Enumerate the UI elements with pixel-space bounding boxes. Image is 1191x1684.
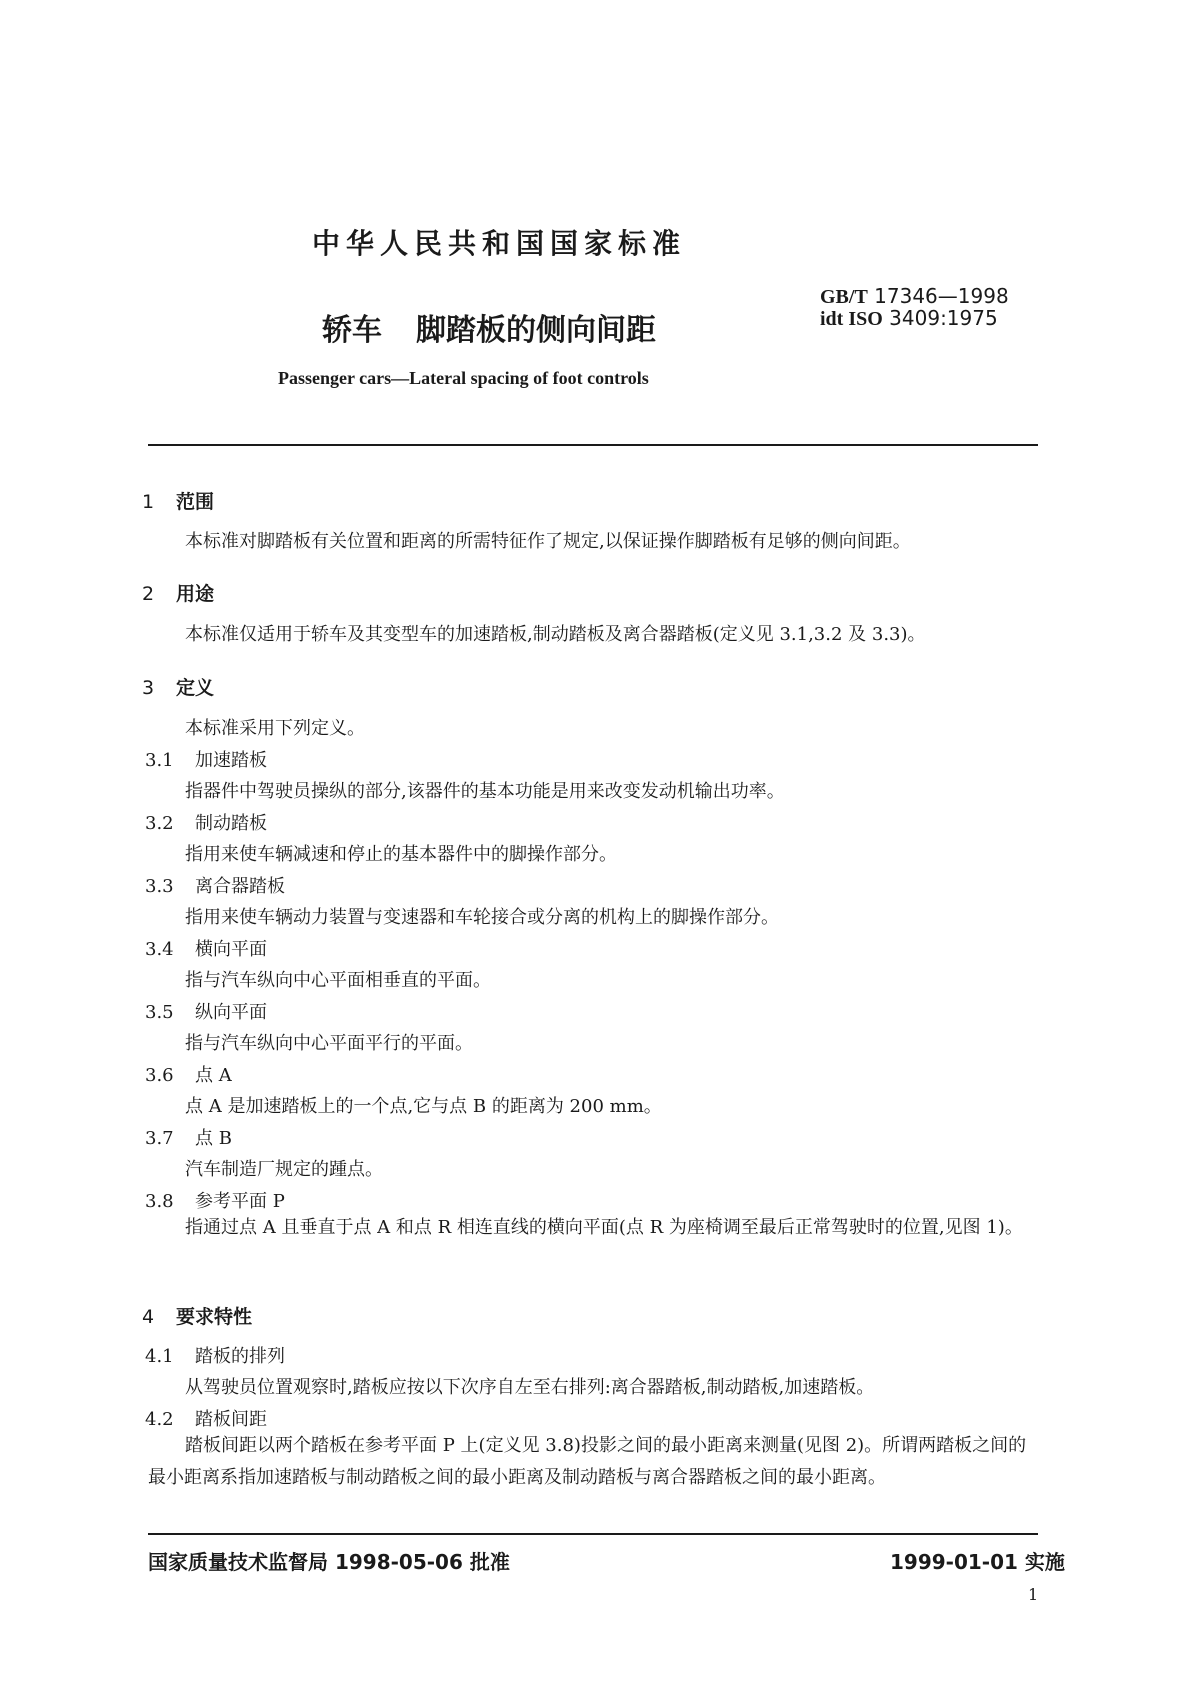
subsection-text: 指器件中驾驶员操纵的部分,该器件的基本功能是用来改变发动机输出功率。 <box>185 781 785 802</box>
iso-number: 3409:1975 <box>889 306 998 330</box>
section-heading: 2 用途 <box>142 583 215 605</box>
subsection-heading: 3.8 参考平面 P <box>145 1191 285 1212</box>
title-cn-part1: 轿车 <box>322 313 382 348</box>
subsection-text: 指用来使车辆动力装置与变速器和车轮接合或分离的机构上的脚操作部分。 <box>185 907 779 928</box>
subsection-text: 点 A 是加速踏板上的一个点,它与点 B 的距离为 200 mm。 <box>185 1096 662 1117</box>
subsection-text: 踏板间距以两个踏板在参考平面 P 上(定义见 3.8)投影之间的最小距离来测量(见图 2)。所谓两踏板之间的最小距离系指加速踏板与制动踏板之间的最小距离及制动踏板与离合器踏板之间的最小距离。 <box>148 1435 1027 1488</box>
subsection-heading: 3.4 横向平面 <box>145 939 267 960</box>
subsection-heading: 4.1 踏板的排列 <box>145 1346 285 1367</box>
code-prefix: GB/T <box>820 286 868 308</box>
section-heading: 4 要求特性 <box>142 1306 253 1328</box>
document-title-en: Passenger cars—Lateral spacing of foot controls <box>278 368 649 388</box>
subsection-text: 指用来使车辆减速和停止的基本器件中的脚操作部分。 <box>185 844 617 865</box>
subsection-heading: 3.2 制动踏板 <box>145 813 267 834</box>
page-number: 1 <box>1028 1585 1039 1604</box>
subsection-text: 指与汽车纵向中心平面平行的平面。 <box>185 1033 473 1054</box>
subsection-heading: 4.2 踏板间距 <box>145 1409 267 1430</box>
subsection-text: 指与汽车纵向中心平面相垂直的平面。 <box>185 970 491 991</box>
subsection-heading: 3.5 纵向平面 <box>145 1002 267 1023</box>
nation-standard-title: 中华人民共和国国家标准 <box>312 227 687 260</box>
subsection-text: 汽车制造厂规定的踵点。 <box>185 1159 383 1180</box>
subsection-heading: 3.1 加速踏板 <box>145 750 267 771</box>
section-heading: 1 范围 <box>142 491 215 513</box>
implementation-date: 1999-01-01 实施 <box>890 1550 1065 1574</box>
subsection-heading: 3.7 点 B <box>145 1128 232 1149</box>
subsection-text: 指通过点 A 且垂直于点 A 和点 R 相连直线的横向平面(点 R 为座椅调至最后正常驾驶时的位置,见图 1)。 <box>185 1217 1023 1238</box>
section-intro: 本标准采用下列定义。 <box>185 718 365 739</box>
approval-info: 国家质量技术监督局 1998-05-06 批准 <box>148 1550 510 1574</box>
subsection-heading: 3.3 离合器踏板 <box>145 876 285 897</box>
footer-rule <box>148 1533 1038 1535</box>
title-cn-part2: 脚踏板的侧向间距 <box>416 313 656 348</box>
iso-prefix: idt ISO <box>820 308 883 330</box>
subsection-text: 从驾驶员位置观察时,踏板应按以下次序自左至右排列:离合器踏板,制动踏板,加速踏板。 <box>185 1377 875 1398</box>
section-text: 本标准对脚踏板有关位置和距离的所需特征作了规定,以保证操作脚踏板有足够的侧向间距。 <box>185 531 911 552</box>
section-text: 本标准仅适用于轿车及其变型车的加速踏板,制动踏板及离合器踏板(定义见 3.1,3.2 及 3.3)。 <box>185 624 926 645</box>
header-rule <box>148 444 1038 446</box>
iso-equivalence <box>820 306 998 331</box>
code-number: 17346—1998 <box>874 284 1009 308</box>
section-heading: 3 定义 <box>142 677 215 699</box>
document-title-cn <box>322 305 656 349</box>
subsection-heading: 3.6 点 A <box>145 1065 232 1086</box>
